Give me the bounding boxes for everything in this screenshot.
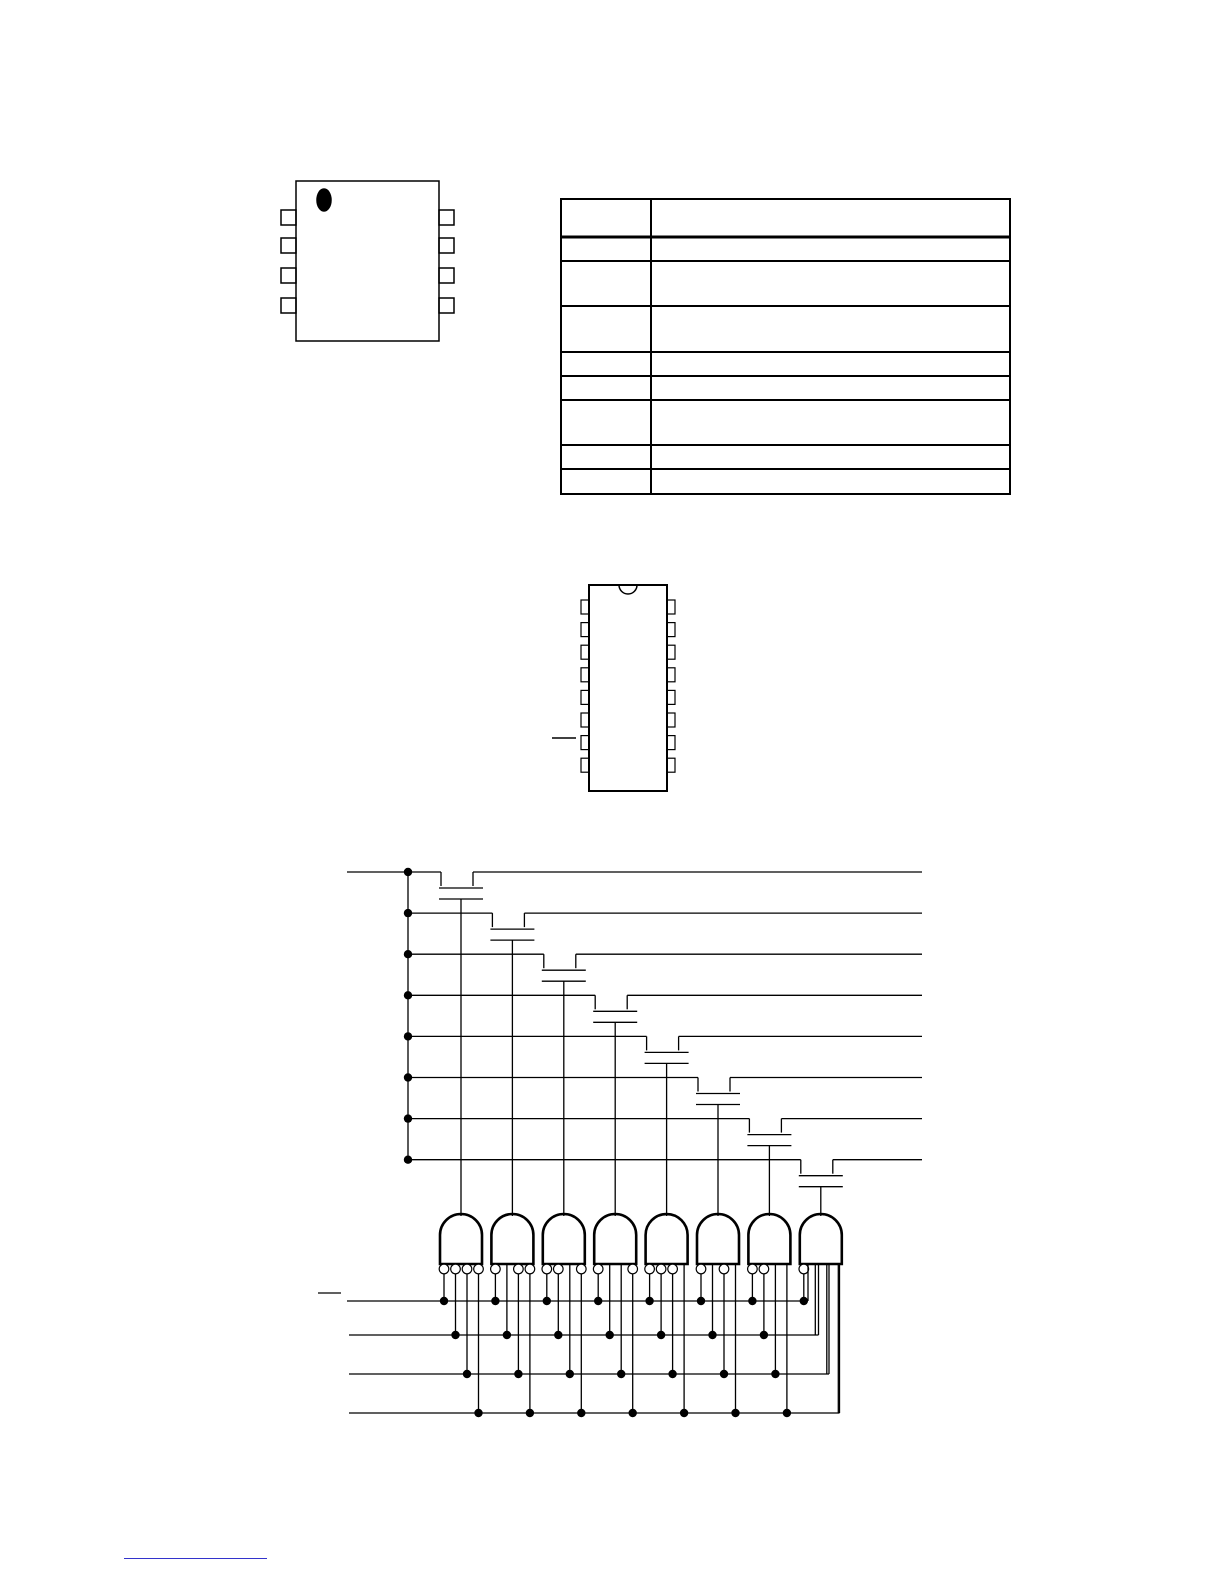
inverting-input-bubble [491,1264,501,1274]
dip16-body [589,585,667,791]
dip16-pin-right [667,736,675,750]
and-gate [440,1214,482,1264]
soic8-pin-6 [439,268,454,283]
select-junction-dot [514,1370,522,1378]
inverting-input-bubble [542,1264,552,1274]
inverting-input-bubble [645,1264,655,1274]
junction-dot [404,868,412,876]
dip16-pin-right [667,690,675,704]
select-junction-dot [463,1370,471,1378]
select-junction-dot [629,1409,637,1417]
pin-table [561,199,1010,494]
select-junction-dot [680,1409,688,1417]
and-gate [800,1214,842,1264]
soic8-package [281,181,454,341]
inverting-input-bubble [696,1264,706,1274]
select-junction-dot [606,1331,614,1339]
dip16-pin-left [581,758,589,772]
select-junction-dot [708,1331,716,1339]
footer-link-rule[interactable] [124,1558,267,1559]
and-gate [697,1214,739,1264]
and-gate [646,1214,688,1264]
dip16-pins [581,600,675,772]
inverting-input-bubble [439,1264,449,1274]
select-junction-dot [554,1331,562,1339]
inverting-input-bubble [577,1264,587,1274]
dip16-pin-right [667,645,675,659]
select-junction-dot [800,1297,808,1305]
soic8-pin-2 [281,238,296,253]
dip16-pin-right [667,623,675,637]
select-junction-dot [645,1297,653,1305]
dip16-pin-left [581,736,589,750]
inverting-input-bubble [759,1264,769,1274]
inverting-input-bubble [593,1264,603,1274]
inverting-input-bubble [719,1264,729,1274]
select-junction-dot [771,1370,779,1378]
and-gate [543,1214,585,1264]
soic8-pin-4 [281,298,296,313]
dip16-pin-right [667,758,675,772]
dip16-notch-icon [619,585,637,594]
inverting-input-bubble [514,1264,524,1274]
dip16-package [552,585,667,791]
dip16-pin-left [581,600,589,614]
inverting-input-bubble [525,1264,535,1274]
dip16-pin-right [667,713,675,727]
pin1-marker-icon [317,189,331,211]
and-gate [594,1214,636,1264]
dip16-pin-left [581,645,589,659]
select-junction-dot [440,1297,448,1305]
select-junction-dot [543,1297,551,1305]
dip16-pin-right [667,600,675,614]
inverting-input-bubble [554,1264,564,1274]
select-junction-dot [491,1297,499,1305]
select-junction-dot [748,1297,756,1305]
inverting-input-bubble [656,1264,666,1274]
select-junction-dot [731,1409,739,1417]
soic8-pin-1 [281,210,296,225]
inverting-input-bubble [462,1264,472,1274]
soic8-pin-7 [439,238,454,253]
inverting-input-bubble [799,1264,809,1274]
select-junction-dot [668,1370,676,1378]
select-junction-dot [503,1331,511,1339]
inverting-input-bubble [474,1264,484,1274]
select-junction-dot [783,1409,791,1417]
soic8-pin-8 [439,210,454,225]
and-gate [491,1214,533,1264]
mux-schematic [318,868,922,1417]
select-junction-dot [474,1409,482,1417]
inverting-input-bubble [451,1264,461,1274]
inverting-input-bubble [668,1264,678,1274]
soic8-pin-5 [439,298,454,313]
select-junction-dot [697,1297,705,1305]
select-junction-dot [594,1297,602,1305]
dip16-pin-right [667,668,675,682]
dip16-pin-left [581,690,589,704]
inverting-input-bubble [748,1264,758,1274]
select-junction-dot [720,1370,728,1378]
select-junction-dot [617,1370,625,1378]
select-junction-dot [577,1409,585,1417]
soic8-pin-3 [281,268,296,283]
select-junction-dot [526,1409,534,1417]
dip16-pin-left [581,668,589,682]
select-junction-dot [451,1331,459,1339]
select-junction-dot [657,1331,665,1339]
dip16-pin-left [581,713,589,727]
select-junction-dot [760,1331,768,1339]
select-junction-dot [566,1370,574,1378]
inverting-input-bubble [628,1264,638,1274]
dip16-pin-left [581,623,589,637]
and-gate [748,1214,790,1264]
pin-table-border [561,199,1010,494]
